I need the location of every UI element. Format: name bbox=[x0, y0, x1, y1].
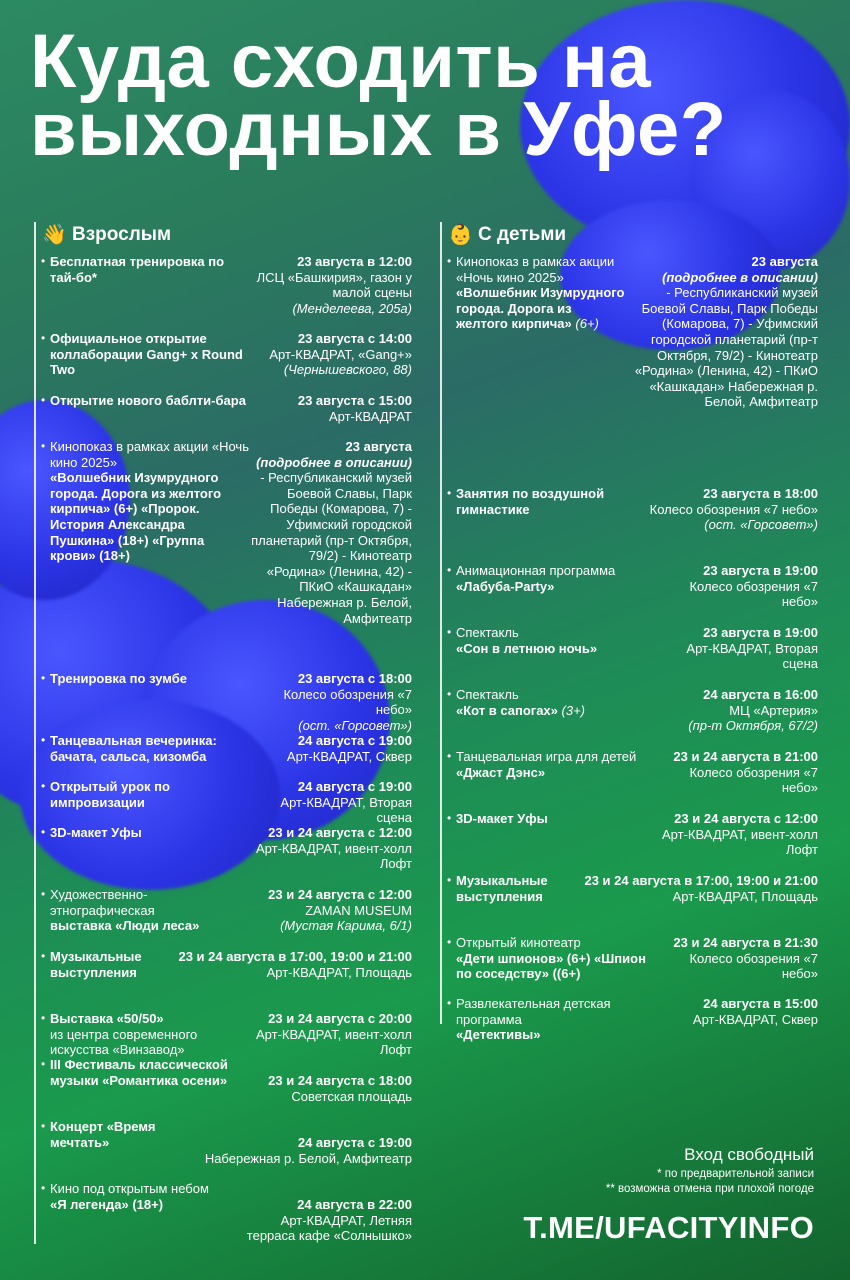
event-place: Арт-КВАДРАТ, ивент-холл Лофт bbox=[662, 826, 818, 858]
event-place: Советская площадь bbox=[291, 1088, 412, 1104]
event-name-bold: «Лабуба-Party» bbox=[456, 578, 555, 594]
list-item bbox=[456, 811, 818, 858]
event-note: (подробнее в описании) bbox=[662, 269, 818, 285]
list-item bbox=[50, 439, 412, 626]
event-place: Колесо обозрения «7 небо» bbox=[689, 950, 818, 982]
event-place: Колесо обозрения «7 небо» bbox=[689, 578, 818, 610]
event-place: Арт-КВАДРАТ, Сквер bbox=[692, 1011, 818, 1027]
event-date: 23 и 24 августа с 12:00 bbox=[674, 811, 818, 826]
event-place: Арт-КВАДРАТ, Площадь bbox=[266, 964, 412, 980]
event-date: 23 августа в 19:00 bbox=[703, 625, 818, 640]
event-date: 23 августа в 12:00 bbox=[297, 254, 412, 269]
list-item bbox=[50, 1119, 412, 1166]
event-address: (Менделеева, 205а) bbox=[292, 300, 412, 316]
kids-heading-label: С детьми bbox=[478, 223, 567, 245]
event-name: • Кино под открытым небом bbox=[50, 1181, 209, 1196]
event-place: МЦ «Артерия» bbox=[729, 702, 818, 718]
list-item bbox=[50, 393, 412, 424]
list-item bbox=[456, 935, 818, 982]
list-item bbox=[50, 887, 412, 934]
list-item bbox=[50, 1011, 412, 1058]
list-item bbox=[50, 671, 412, 733]
event-date: 23 августа с 18:00 bbox=[297, 671, 412, 686]
event-date: 24 августа с 19:00 bbox=[297, 1135, 412, 1150]
page-title bbox=[30, 19, 830, 172]
event-place: Набережная р. Белой, Амфитеатр bbox=[204, 1150, 412, 1166]
baby-icon: 👶 bbox=[448, 224, 473, 246]
event-name: • Занятия по воздушной гимнастике bbox=[456, 486, 605, 517]
list-item bbox=[50, 825, 412, 872]
event-place: Арт-КВАДРАТ, Вторая сцена bbox=[686, 640, 818, 672]
event-place: - Республиканский музей Боевой Славы, Парк Победы (Комарова, 7) - Уфимский городской планетарий (пр-т Октября, 79/2) - Кинотеатр «Родина» (Ленина, 42) - ПКиО «Кашкадан» Набережная р. Белой, Амфитеатр bbox=[634, 285, 818, 410]
event-date: 23 и 24 августа в 21:00 bbox=[673, 749, 818, 764]
title-line-2: выходных в Уфе? bbox=[30, 87, 727, 172]
event-place: Арт-КВАДРАТ, ивент-холл Лофт bbox=[256, 840, 412, 872]
list-item bbox=[50, 1181, 412, 1244]
event-name-bold: «Сон в летнюю ночь» bbox=[456, 640, 598, 656]
list-item bbox=[456, 254, 818, 410]
list-item bbox=[456, 873, 818, 904]
event-date: 24 августа в 15:00 bbox=[703, 996, 818, 1011]
event-name-bold: выставка «Люди леса» bbox=[50, 918, 200, 934]
event-place: Арт-КВАДРАТ, Летняя терраса кафе «Солнышко» bbox=[246, 1212, 412, 1244]
event-name-bold: «Волшебник Изумрудного города. Дорога из желтого кирпича» bbox=[456, 285, 625, 332]
event-name: • Музыкальные выступления bbox=[456, 873, 548, 904]
event-address: (ост. «Горсовет») bbox=[704, 517, 818, 533]
event-note: (подробнее в описании) bbox=[256, 454, 412, 470]
event-address: (ост. «Горсовет») bbox=[298, 717, 412, 733]
list-item bbox=[50, 949, 412, 980]
event-place: Колесо обозрения «7 небо» bbox=[689, 764, 818, 796]
event-date: 23 августа с 14:00 bbox=[297, 331, 412, 346]
event-date: 23 августа bbox=[345, 439, 412, 454]
event-name: • Бесплатная тренировка по тай-бо* bbox=[50, 254, 225, 285]
event-name: Танцевальная игра для детей bbox=[456, 749, 637, 764]
channel-link[interactable]: T.ME/UFACITYINFO bbox=[523, 1210, 814, 1245]
title-line-1: Куда сходить на bbox=[30, 19, 652, 104]
event-name: • Кинопоказ в рамках акции «Ночь кино 2025» bbox=[456, 254, 615, 285]
event-place: ЛСЦ «Башкирия», газон у малой сцены bbox=[256, 269, 412, 301]
adults-heading-label: Взрослым bbox=[72, 223, 172, 245]
event-place: Арт-КВАДРАТ, Сквер bbox=[286, 748, 412, 764]
waving-hand-icon: 👋 bbox=[42, 224, 67, 246]
event-date: 24 августа с 19:00 bbox=[297, 779, 412, 794]
event-date: 23 и 24 августа в 17:00, 19:00 и 21:00 bbox=[178, 949, 412, 964]
event-date: 23 и 24 августа в 21:30 bbox=[673, 935, 818, 950]
event-place: Арт-КВАДРАТ, Вторая сцена bbox=[280, 794, 412, 826]
event-place: Арт-КВАДРАТ, «Gang+» bbox=[269, 346, 412, 362]
list-item bbox=[456, 996, 818, 1043]
event-name: • Официальное открытие коллаборации Gang+ x Round Two bbox=[50, 331, 243, 378]
event-date: 23 августа в 18:00 bbox=[703, 486, 818, 501]
event-name: • Художественно-этнографическая bbox=[50, 887, 155, 918]
event-place: Арт-КВАДРАТ bbox=[328, 408, 412, 424]
list-item bbox=[456, 749, 818, 796]
free-entry-label: Вход свободный bbox=[684, 1145, 814, 1164]
list-item bbox=[456, 625, 818, 672]
event-name-bold: «Детективы» bbox=[456, 1027, 541, 1043]
event-date: 23 и 24 августа с 12:00 bbox=[268, 825, 412, 840]
event-place: Арт-КВАДРАТ, ивент-холл Лофт bbox=[256, 1026, 412, 1058]
event-date: 24 августа с 19:00 bbox=[297, 733, 412, 748]
event-name: • Спектакль bbox=[456, 687, 519, 702]
event-name-bold: «Я легенда» (18+) bbox=[50, 1196, 164, 1212]
list-item bbox=[50, 331, 412, 378]
event-date: 23 и 24 августа с 18:00 bbox=[268, 1073, 412, 1088]
event-name: • Танцевальная вечеринка: бачата, сальса, кизомба bbox=[50, 733, 217, 764]
event-date: 23 и 24 августа с 12:00 bbox=[268, 887, 412, 902]
event-subname: из центра современного искусства «Винзавод» bbox=[50, 1026, 198, 1058]
list-item bbox=[50, 1057, 412, 1104]
adults-column bbox=[34, 222, 412, 1244]
event-name: • Концерт «Время мечтать» bbox=[50, 1119, 156, 1150]
event-place: ZAMAN MUSEUM bbox=[305, 902, 412, 918]
event-name: • Открытый урок по импровизации bbox=[50, 779, 170, 810]
event-age: (3+) bbox=[561, 702, 585, 718]
event-name: • Открытый кинотеатр bbox=[456, 935, 581, 950]
footnote-1: * по предварительной записи bbox=[657, 1168, 814, 1180]
adults-heading bbox=[36, 222, 412, 247]
event-place: Колесо обозрения «7 небо» bbox=[649, 501, 818, 517]
list-item bbox=[50, 779, 412, 826]
event-age: (6+) bbox=[575, 316, 599, 332]
kids-heading bbox=[442, 222, 818, 247]
event-name-bold: «Дети шпионов» (6+) «Шпион по соседству» ((6+) bbox=[456, 950, 646, 982]
event-name: • Развлекательная детская программа bbox=[456, 996, 611, 1027]
event-name: • III Фестиваль классической музыки «Романтика осени» bbox=[50, 1057, 228, 1088]
event-films: «Волшебник Изумрудного города. Дорога из желтого кирпича» (6+) «Пророк. История Александра Пушкина» (18+) «Группа крови» (18+) bbox=[50, 470, 222, 564]
event-name: • Выставка «50/50» bbox=[50, 1011, 164, 1026]
event-date: 23 августа в 19:00 bbox=[703, 563, 818, 578]
event-date: 24 августа в 22:00 bbox=[297, 1197, 412, 1212]
event-name: • Тренировка по зумбе bbox=[50, 671, 187, 686]
event-name: • Музыкальные выступления bbox=[50, 949, 142, 980]
event-date: 24 августа в 16:00 bbox=[703, 687, 818, 702]
list-item bbox=[456, 687, 818, 734]
event-name: • 3D-макет Уфы bbox=[50, 825, 142, 840]
event-place: Колесо обозрения «7 небо» bbox=[283, 686, 412, 718]
list-item bbox=[456, 486, 818, 533]
event-name-bold: «Джаст Дэнс» bbox=[456, 764, 546, 780]
list-item bbox=[50, 254, 412, 316]
list-item bbox=[456, 563, 818, 610]
event-date: 23 и 24 августа с 20:00 bbox=[268, 1011, 412, 1026]
event-date: 23 августа bbox=[751, 254, 818, 269]
event-date: 23 и 24 августа в 17:00, 19:00 и 21:00 bbox=[584, 873, 818, 888]
event-date: 23 августа с 15:00 bbox=[297, 393, 412, 408]
kids-column bbox=[440, 222, 818, 1043]
event-name: • Анимационная программа bbox=[456, 563, 616, 578]
event-place: - Республиканский музей Боевой Славы, Парк Победы (Комарова, 7) - Уфимский городской планетарий (пр-т Октября, 79/2) - Кинотеатр «Родина» (Ленина, 42) - ПКиО «Кашкадан» Набережная р. Белой, Амфитеатр bbox=[251, 470, 412, 626]
event-name: • Спектакль bbox=[456, 625, 519, 640]
footnote-2: ** возможна отмена при плохой погоде bbox=[605, 1183, 814, 1195]
event-name: • Кинопоказ в рамках акции «Ночь кино 2025» bbox=[50, 439, 249, 470]
event-place: Арт-КВАДРАТ, Площадь bbox=[672, 888, 818, 904]
event-name-bold: «Кот в сапогах» bbox=[456, 702, 558, 718]
event-address: (пр-т Октября, 67/2) bbox=[688, 718, 818, 734]
list-item bbox=[50, 733, 412, 764]
event-address: (Чернышевского, 88) bbox=[283, 362, 412, 378]
event-address: (Мустая Карима, 6/1) bbox=[280, 918, 412, 934]
event-name: • 3D-макет Уфы bbox=[456, 811, 548, 826]
event-name: • Открытие нового баблти-бара bbox=[50, 393, 246, 408]
